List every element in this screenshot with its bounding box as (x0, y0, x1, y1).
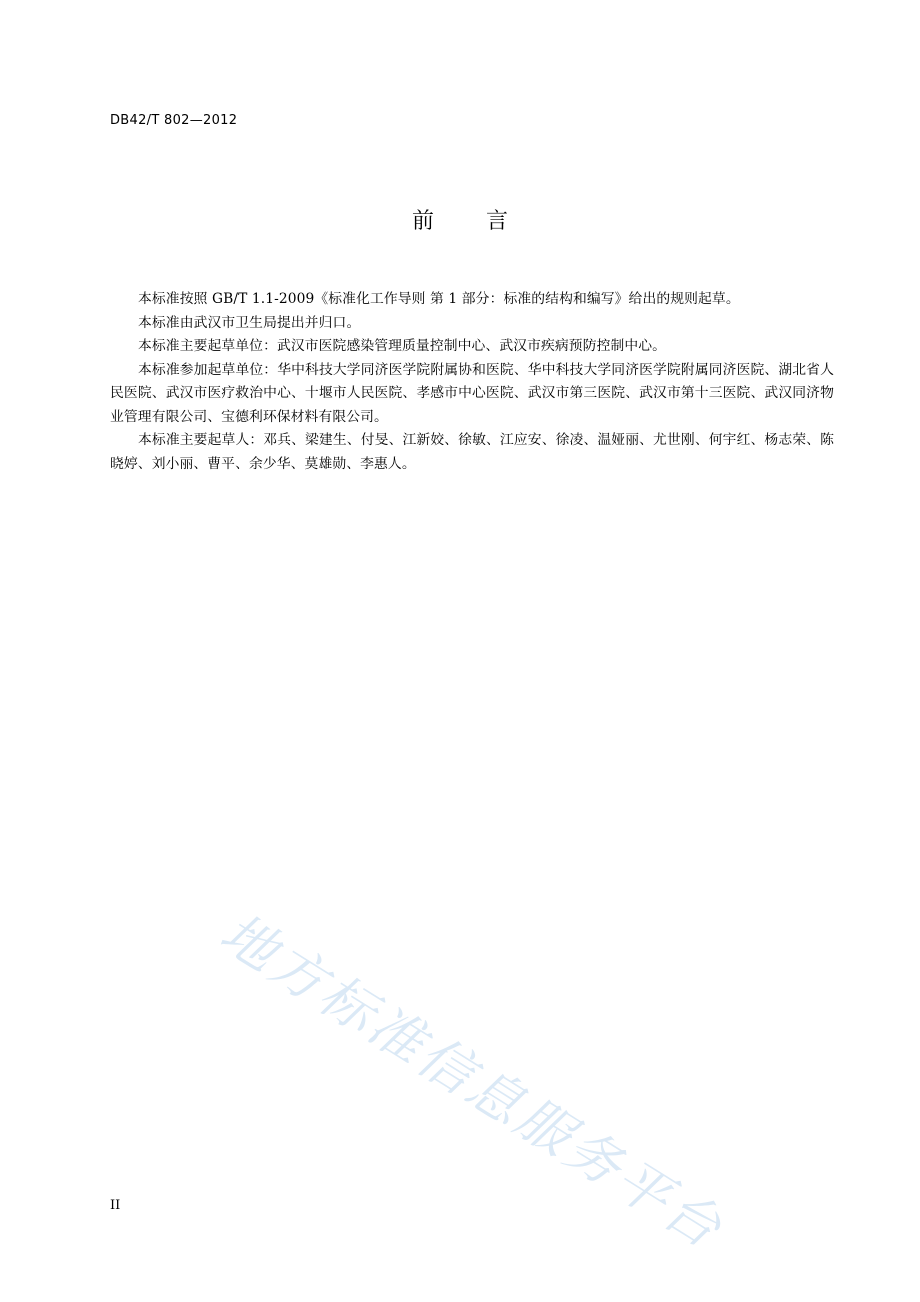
page-title-char-2: 言 (486, 209, 509, 234)
watermark: 地方标准信息服务平台 (209, 900, 735, 1262)
page-title-char-1: 前 (411, 209, 434, 234)
page-number: II (110, 1198, 121, 1213)
paragraph-main-drafters: 本标准主要起草人：邓兵、梁建生、付旻、江新姣、徐敏、江应安、徐凌、温娅丽、尤世刚、何宇红、杨志荣、陈晓婷、刘小丽、曹平、余少华、莫雄勋、李惠人。 (110, 432, 834, 472)
paragraph-drafting-rules: 本标准按照 GB/T 1.1-2009《标准化工作导则 第 1 部分：标准的结构和编写》给出的规则起草。 (138, 291, 740, 307)
foreword-body (110, 288, 834, 476)
document-code: DB42/T 802—2012 (110, 113, 238, 128)
paragraph-participating-units: 本标准参加起草单位：华中科技大学同济医学院附属协和医院、华中科技大学同济医学院附属同济医院、湖北省人民医院、武汉市医疗救治中心、十堰市人民医院、孝感市中心医院、武汉市第三医院、武汉市第十三医院、武汉同济物业管理有限公司、宝德利环保材料有限公司。 (110, 361, 834, 425)
paragraph-proposer: 本标准由武汉市卫生局提出并归口。 (138, 314, 361, 331)
paragraph-main-drafting-units: 本标准主要起草单位：武汉市医院感染管理质量控制中心、武汉市疾病预防控制中心。 (138, 338, 667, 354)
page-title (0, 206, 920, 238)
